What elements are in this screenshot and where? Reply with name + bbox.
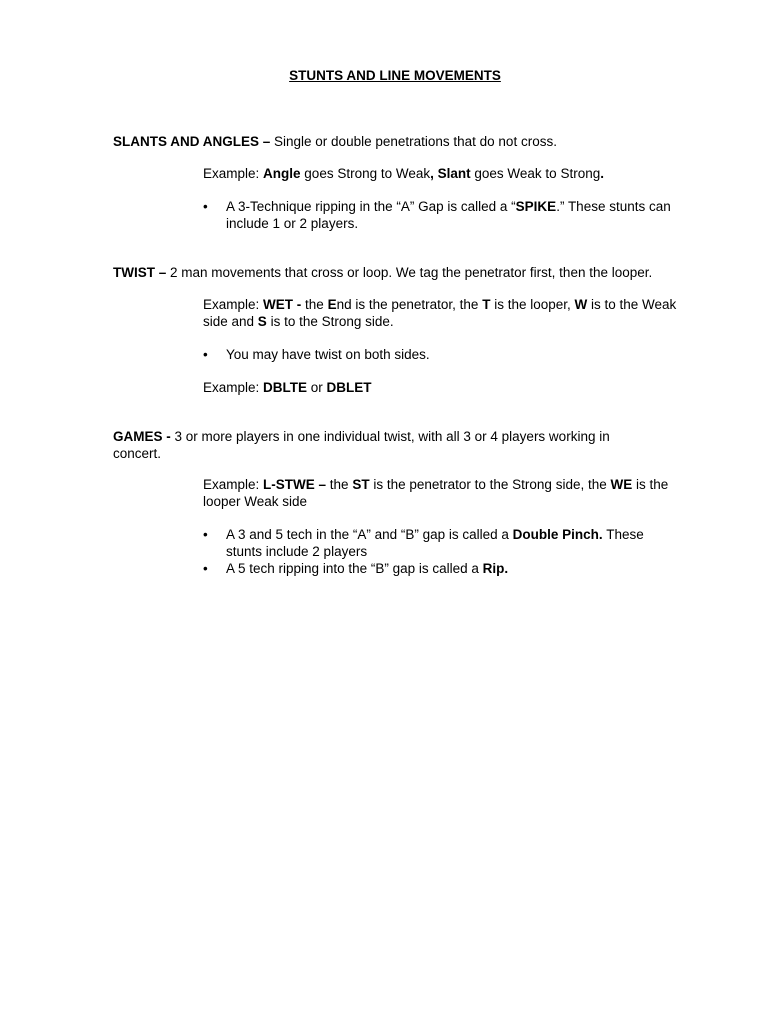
example-text: is the looper,: [490, 297, 575, 312]
twist-description: 2 man movements that cross or loop. We tag the penetrator first, then the looper.: [166, 265, 653, 280]
bullet-icon: •: [203, 561, 208, 576]
term-st: ST: [352, 477, 370, 492]
bullet-text: You may have twist on both sides.: [226, 347, 430, 362]
term-spike: SPIKE: [515, 199, 557, 214]
twist-section-heading: [113, 264, 703, 281]
example-text: the: [326, 477, 353, 492]
bullet-icon: •: [203, 527, 208, 542]
example-text: nd is the penetrator, the: [336, 297, 483, 312]
games-heading: GAMES -: [113, 429, 171, 444]
term-double-pinch: Double Pinch.: [512, 527, 603, 542]
example-label: Example:: [203, 380, 264, 395]
term-e: E: [327, 297, 337, 312]
example-label: Example:: [203, 477, 264, 492]
example-text: or: [307, 380, 327, 395]
bullet-icon: •: [203, 347, 208, 362]
example-period: .: [600, 166, 604, 181]
slants-example: [203, 165, 683, 182]
games-description: 3 or more players in one individual twist, with all 3 or 4 players working in concert.: [113, 429, 610, 461]
bullet-text: [226, 526, 673, 560]
bullet-text-part: A 3-Technique ripping in the “A” Gap is called a “: [226, 199, 516, 214]
term-w: W: [574, 297, 588, 312]
example-label: Example:: [203, 297, 264, 312]
games-section-heading: [113, 428, 643, 462]
twist-example-2: [203, 379, 683, 396]
term-l-stwe: L-STWE –: [263, 477, 327, 492]
bullet-text-part: .” These stunts can include 1 or 2 players.: [226, 199, 671, 231]
bullet-text: [226, 560, 673, 577]
games-example: [203, 476, 683, 510]
slants-section-heading: [113, 133, 693, 150]
twist-example: [203, 296, 683, 330]
example-text: is to the Strong side.: [266, 314, 394, 329]
bullet-text: [226, 198, 673, 232]
term-wet: WET -: [263, 297, 302, 312]
term-dblet: DBLET: [326, 380, 372, 395]
example-text: is to the Weak side and: [203, 297, 677, 329]
example-label: Example:: [203, 166, 264, 181]
bullet-icon: •: [203, 199, 208, 214]
example-text: the: [301, 297, 328, 312]
bullet-text-part: A 5 tech ripping into the “B” gap is called a: [226, 561, 483, 576]
example-text: is the penetrator to the Strong side, the: [369, 477, 611, 492]
slants-description: Single or double penetrations that do not cross.: [270, 134, 557, 149]
term-we: WE: [610, 477, 633, 492]
example-text: is the looper Weak side: [203, 477, 669, 509]
term-angle: Angle: [263, 166, 301, 181]
example-text: goes Strong to Weak: [300, 166, 431, 181]
slants-heading: SLANTS AND ANGLES –: [113, 134, 271, 149]
twist-heading: TWIST –: [113, 265, 167, 280]
bullet-text-part: A 3 and 5 tech in the “A” and “B” gap is called a: [226, 527, 513, 542]
page-title: STUNTS AND LINE MOVEMENTS: [289, 68, 501, 83]
term-rip: Rip.: [482, 561, 509, 576]
example-text: goes Weak to Strong: [470, 166, 601, 181]
term-dblte: DBLTE: [263, 380, 308, 395]
term-slant: , Slant: [430, 166, 471, 181]
bullet-text-part: These stunts include 2 players: [226, 527, 644, 559]
term-t: T: [482, 297, 491, 312]
term-s: S: [257, 314, 267, 329]
